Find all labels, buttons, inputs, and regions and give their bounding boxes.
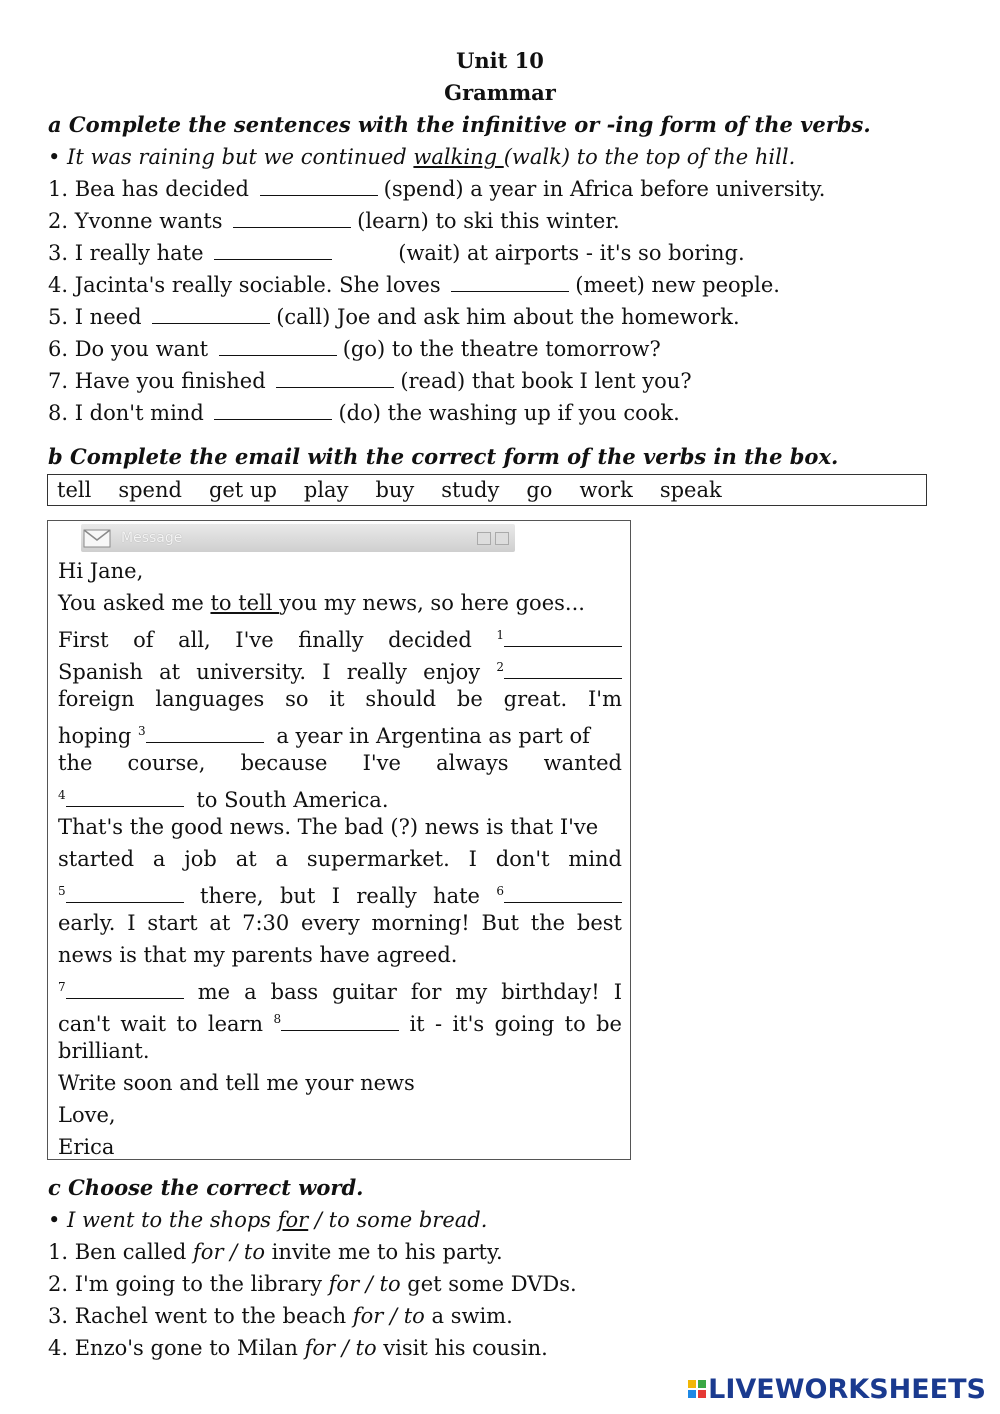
email-line: brilliant. [58, 1039, 150, 1063]
answer-blank[interactable] [281, 1012, 399, 1031]
answer-blank[interactable] [504, 884, 622, 903]
email-line [58, 1004, 622, 1039]
part-c-item-3 [48, 1301, 513, 1331]
answer-blank[interactable] [66, 788, 184, 807]
answer-blank[interactable] [504, 628, 622, 647]
verb-option: work [579, 478, 633, 502]
verb-option: spend [118, 478, 182, 502]
email-box [47, 520, 631, 1160]
email-line: started a job at a supermarket. I don't mind [58, 847, 622, 871]
email-line: That's the good news. The bad (?) news is that I've [58, 815, 599, 839]
item-text-end: (do) the washing up if you cook. [338, 401, 680, 425]
item-text-end: (call) Joe and ask him about the homework. [276, 305, 740, 329]
part-c-item-1 [48, 1237, 503, 1267]
item-text: 5. I need [48, 305, 142, 329]
item-text: 2. Yvonne wants [48, 209, 223, 233]
gap-number: 8 [273, 1012, 282, 1026]
item-text-end: (learn) to ski this winter. [357, 209, 620, 233]
item-text: 4. Enzo's gone to Milan [48, 1336, 305, 1360]
part-a-item-4 [48, 270, 780, 300]
section-title: Grammar [444, 80, 556, 105]
email-line [58, 972, 622, 1007]
message-title-bar [81, 524, 515, 552]
answer-blank[interactable] [451, 273, 569, 292]
gap-number: 1 [496, 628, 504, 642]
item-text: 1. Bea has decided [48, 177, 249, 201]
email-text: it - it's going to be [409, 1012, 622, 1036]
gap-number: 2 [496, 660, 504, 674]
envelope-icon [83, 529, 111, 552]
email-text: can't wait to learn [58, 1012, 264, 1036]
item-text: 3. I really hate [48, 241, 204, 265]
part-a-example [48, 142, 795, 172]
gap-number: 4 [58, 788, 66, 802]
verb-option: play [303, 478, 349, 502]
email-text: First of all, I've finally decided [58, 628, 472, 652]
answer-blank[interactable] [219, 337, 337, 356]
item-text: 4. Jacinta's really sociable. She loves [48, 273, 441, 297]
email-text: there, but I really hate [200, 884, 480, 908]
part-a-item-7 [48, 366, 692, 396]
email-greeting: Hi Jane, [58, 559, 144, 583]
word-choice[interactable]: for / to [328, 1272, 401, 1296]
email-line: news is that my parents have agreed. [58, 943, 458, 967]
logo-mark-icon [688, 1380, 706, 1398]
item-text-end: (read) that book I lent you? [400, 369, 692, 393]
answer-blank[interactable] [214, 401, 332, 420]
verb-box [47, 474, 927, 506]
email-example-answer: to tell [210, 591, 280, 615]
verb-option: buy [375, 478, 415, 502]
restore-icon[interactable] [495, 532, 509, 545]
verb-option: go [526, 478, 553, 502]
item-text: 1. Ben called [48, 1240, 194, 1264]
word-choice[interactable]: for / to [352, 1304, 425, 1328]
item-text-end: (spend) a year in Africa before university. [383, 177, 826, 201]
part-b-instruction: b Complete the email with the correct form of the verbs in the box. [48, 444, 839, 469]
email-line: Love, [58, 1103, 116, 1127]
part-a-item-5 [48, 302, 740, 332]
email-text: Spanish at university. I really enjoy [58, 660, 481, 684]
answer-blank[interactable] [276, 369, 394, 388]
answer-blank[interactable] [233, 209, 351, 228]
item-text-end: (go) to the theatre tomorrow? [342, 337, 661, 361]
part-a-instruction: a Complete the sentences with the infinitive or -ing form of the verbs. [48, 112, 871, 137]
answer-blank[interactable] [504, 660, 622, 679]
email-line [58, 620, 622, 655]
gap-number: 5 [58, 884, 66, 898]
verb-option: speak [659, 478, 722, 502]
liveworksheets-logo [688, 1374, 986, 1404]
example-text: • It was raining but we continued [48, 145, 414, 169]
example-text-end: / to some bread. [308, 1208, 488, 1232]
email-line [58, 716, 622, 751]
example-text-end: (walk) to the top of the hill. [503, 145, 796, 169]
part-c-item-4 [48, 1333, 548, 1363]
email-line [58, 588, 622, 618]
item-text-end: visit his cousin. [376, 1336, 548, 1360]
email-text: me a bass guitar for my birthday! I [197, 980, 622, 1004]
example-answer: for [277, 1208, 309, 1232]
email-line [58, 876, 622, 911]
logo-text: LIVEWORKSHEETS [708, 1373, 986, 1405]
minimize-icon[interactable] [477, 532, 491, 545]
email-signature: Erica [58, 1135, 115, 1159]
item-text: 7. Have you finished [48, 369, 266, 393]
email-line: foreign languages so it should be great. I'm [58, 687, 622, 711]
item-text: 8. I don't mind [48, 401, 204, 425]
item-text-end: (wait) at airports - it's so boring. [398, 241, 745, 265]
message-title: Message [121, 530, 183, 546]
part-a-item-6 [48, 334, 661, 364]
gap-number: 3 [137, 724, 146, 738]
email-text: to South America. [196, 788, 389, 812]
gap-number: 6 [496, 884, 504, 898]
item-text: 3. Rachel went to the beach [48, 1304, 353, 1328]
part-a-item-2 [48, 206, 620, 236]
verb-option: study [441, 478, 500, 502]
gap-number: 7 [58, 980, 66, 994]
part-c-item-2 [48, 1269, 577, 1299]
example-answer: walking [413, 145, 504, 169]
part-a-item-3 [48, 238, 745, 268]
email-line [58, 780, 622, 815]
answer-blank[interactable] [214, 241, 332, 260]
email-line: the course, because I've always wanted [58, 751, 622, 775]
word-choice[interactable]: for / to [304, 1336, 377, 1360]
email-line [58, 652, 622, 687]
item-text-end: a swim. [424, 1304, 513, 1328]
unit-title: Unit 10 [456, 48, 544, 73]
item-text-end: get some DVDs. [400, 1272, 577, 1296]
answer-blank[interactable] [260, 177, 378, 196]
item-text-end: invite me to his party. [265, 1240, 503, 1264]
example-text: • I went to the shops [48, 1208, 278, 1232]
email-text: hoping [58, 724, 132, 748]
email-line: Write soon and tell me your news [58, 1071, 415, 1095]
part-a-item-1 [48, 174, 825, 204]
email-text: You asked me [58, 591, 211, 615]
item-text-end: (meet) new people. [575, 273, 780, 297]
part-c-instruction: c Choose the correct word. [48, 1175, 364, 1200]
answer-blank[interactable] [66, 884, 184, 903]
verb-option: get up [208, 478, 277, 502]
item-text: 6. Do you want [48, 337, 209, 361]
answer-blank[interactable] [146, 724, 264, 743]
word-choice[interactable]: for / to [193, 1240, 265, 1264]
item-text: 2. I'm going to the library [48, 1272, 329, 1296]
part-c-example [48, 1205, 487, 1235]
verb-option: tell [57, 478, 92, 502]
part-a-item-8 [48, 398, 680, 428]
email-line: early. I start at 7:30 every morning! But the best [58, 911, 622, 935]
answer-blank[interactable] [66, 980, 184, 999]
email-text: a year in Argentina as part of [276, 724, 590, 748]
email-text: you my news, so here goes... [279, 591, 585, 615]
answer-blank[interactable] [152, 305, 270, 324]
